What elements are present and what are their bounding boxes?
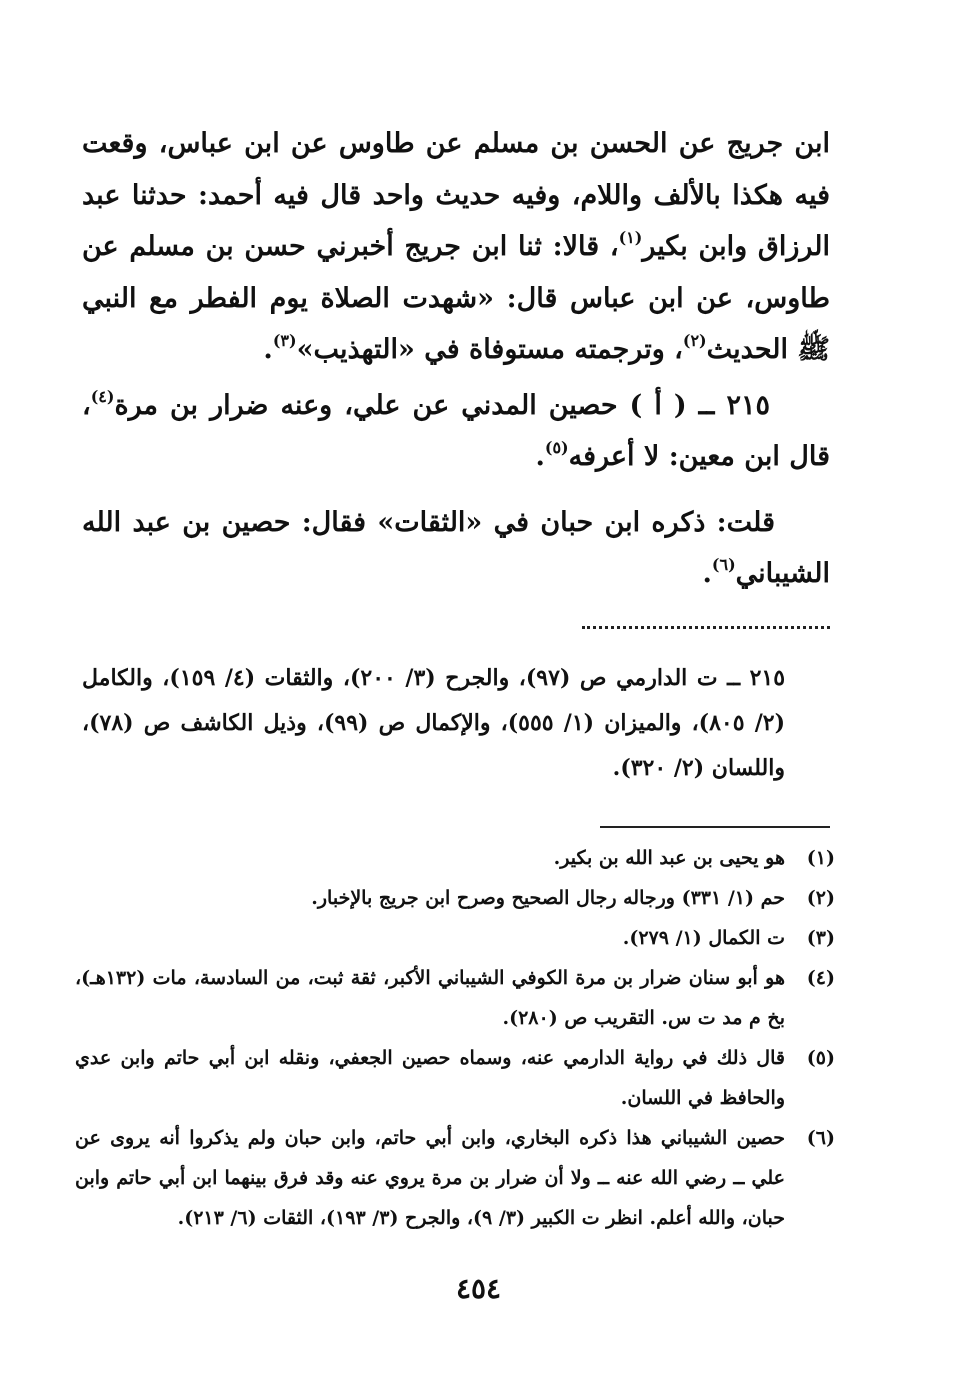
text-run: . xyxy=(702,558,712,589)
text-run: ، وترجمته مستوفاة في «التهذيب» xyxy=(296,334,683,365)
text-run: . xyxy=(263,334,273,365)
text-run: ٢١٥ ــ ( أ ) حصين المدني عن علي، وعنه ضرار بن مرة xyxy=(114,389,770,421)
page-number: ٤٥٤ xyxy=(455,1272,502,1305)
footnote-text: هو يحيى بن عبد الله بن بكير. xyxy=(553,847,785,869)
paragraph-continuation xyxy=(82,118,830,376)
footnote-ref: (٢) xyxy=(682,331,707,350)
footnote-number: (١) xyxy=(806,847,835,869)
footnote-number: (٦) xyxy=(806,1127,835,1149)
footnote-number: (٥) xyxy=(806,1047,835,1069)
sources-block xyxy=(82,656,785,791)
footnote-text: حصين الشيباني هذا ذكره البخاري، وابن أبي حاتم، وابن حبان ولم يذكروا أنه يروى عن علي ــ رضي الله عنه ــ ولا أن ضرار بن مرة يروي عنه وقد فرق بينهما ابن أبي حاتم وابن حبان، والله أعلم. انظر ت الكبير (٣/ ٩)، والجرح (٣/ ١٩٣)، الثقات (٦/ ٢١٣). xyxy=(75,1127,785,1229)
text-run: قلت: ذكره ابن حبان في «الثقات» فقال: حصين بن عبد الله الشيباني xyxy=(82,506,830,589)
dotted-separator xyxy=(582,626,830,643)
sources-text: ٢١٥ ــ ت الدارمي ص (٩٧)، والجرح (٣/ ٢٠٠)، والثقات (٤/ ١٥٩)، والكامل (٢/ ٨٠٥)، والميزان (١/ ٥٥٥)، والإكمال ص (٩٩)، وذيل الكاشف ص (٧٨)، واللسان (٢/ ٣٢٠). xyxy=(82,665,786,781)
footnote-ref: (٦) xyxy=(711,555,736,574)
footnote-item xyxy=(75,1118,835,1238)
text-run: ، قال ابن معين: لا أعرفه xyxy=(82,389,830,472)
footnote-number: (٢) xyxy=(806,887,835,909)
footnote-rule xyxy=(600,826,830,828)
footnote-text: حم (١/ ٣٣١) ورجاله رجال الصحيح وصرح ابن جريج بالإخبار. xyxy=(311,887,785,909)
footnote-item xyxy=(75,958,835,1038)
footnote-item xyxy=(75,878,835,918)
text-run: . xyxy=(535,441,545,472)
footnote-ref: (٥) xyxy=(544,438,569,457)
footnote-ref: (٤) xyxy=(90,386,115,406)
footnote-item xyxy=(75,918,835,958)
text-run: ابن جريج عن الحسن بن مسلم عن طاوس عن ابن عباس، وقعت فيه هكذا بالألف واللام، وفيه حديث واحد قال فيه أحمد: حدثنا عبد الرزاق وابن بكير xyxy=(82,128,831,262)
footnote-text: ت الكمال (١/ ٢٧٩). xyxy=(622,927,785,949)
entry-215-a xyxy=(82,380,830,483)
footnote-text: قال ذلك في رواية الدارمي عنه، وسماه حصين الجعفي، ونقله ابن أبي حاتم وابن عدي والحافظ في اللسان. xyxy=(75,1047,785,1109)
footnote-number: (٣) xyxy=(806,927,835,949)
text-run: ، قالا: ثنا ابن جريج أخبرني حسن بن مسلم عن طاوس، عن ابن عباس قال: «شهدت الصلاة يوم الفطر مع النبي ﷺ الحديث xyxy=(82,231,830,365)
footnote-item xyxy=(75,1038,835,1118)
footnote-ref: (٣) xyxy=(272,331,297,350)
footnotes xyxy=(75,838,835,1238)
footnote-text: هو أبو سنان ضرار بن مرة الكوفي الشيباني الأكبر، ثقة ثبت، من السادسة، مات (١٣٢هـ)، بخ م مد ت س. التقريب ص (٢٨٠). xyxy=(75,967,785,1029)
footnote-ref: (١) xyxy=(618,228,643,247)
footnote-item xyxy=(75,838,835,878)
author-note xyxy=(82,497,830,600)
footnote-number: (٤) xyxy=(806,967,835,989)
main-text xyxy=(82,118,830,600)
